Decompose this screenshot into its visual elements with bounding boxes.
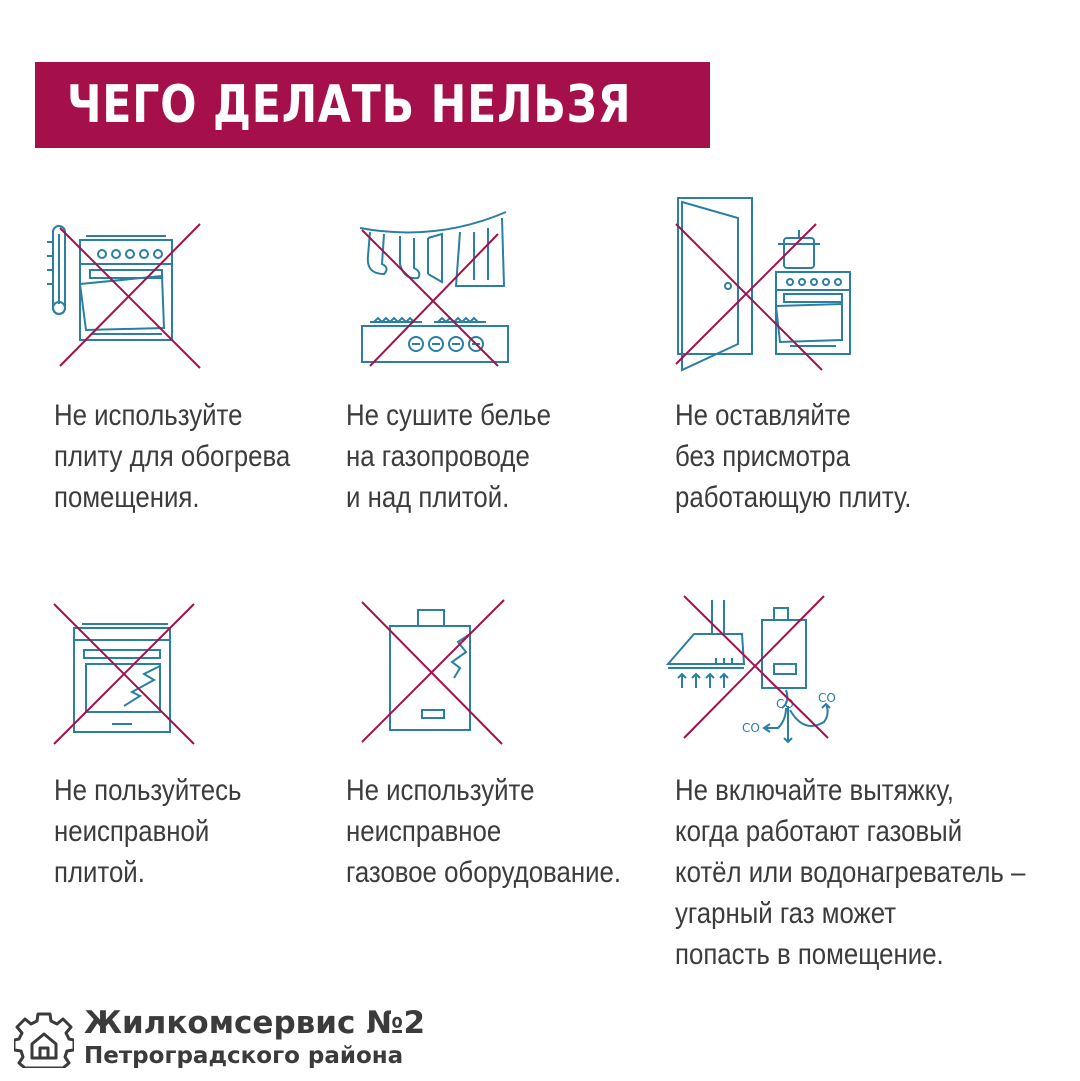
co-label-3: CO (742, 721, 760, 735)
organization-name: Жилкомсервис №2 (84, 1005, 426, 1041)
rule-caption-1: Не используйте плиту для обогрева помещения. (54, 399, 291, 514)
rule-caption-2: Не сушите белье на газопроводе и над плитой. (346, 399, 551, 514)
co-label-2: CO (818, 691, 836, 705)
unattended-stove-icon (672, 194, 858, 376)
rule-caption-6: Не включайте вытяжку, когда работают газовый котёл или водонагреватель – угарный газ может попасть в помещение. (675, 774, 1026, 971)
page-title: ЧЕГО ДЕЛАТЬ НЕЛЬЗЯ (67, 75, 632, 135)
laundry-over-stove-icon (356, 208, 516, 368)
broken-boiler-icon (360, 598, 510, 746)
hood-and-boiler-icon (666, 594, 850, 748)
rule-caption-3: Не оставляйте без присмотра работающую плиту. (675, 399, 912, 514)
co-label-1: CO (776, 697, 794, 711)
organization-district: Петроградского района (84, 1043, 404, 1069)
house-gear-logo-icon (14, 1012, 74, 1073)
broken-stove-icon (50, 600, 200, 750)
footer-organization (84, 1004, 425, 1070)
rule-caption-4: Не пользуйтесь неисправной плитой. (54, 774, 242, 889)
rule-caption-5: Не используйте неисправное газовое оборудование. (346, 774, 621, 889)
stove-thermometer-icon (46, 218, 206, 368)
header-banner (35, 62, 710, 148)
